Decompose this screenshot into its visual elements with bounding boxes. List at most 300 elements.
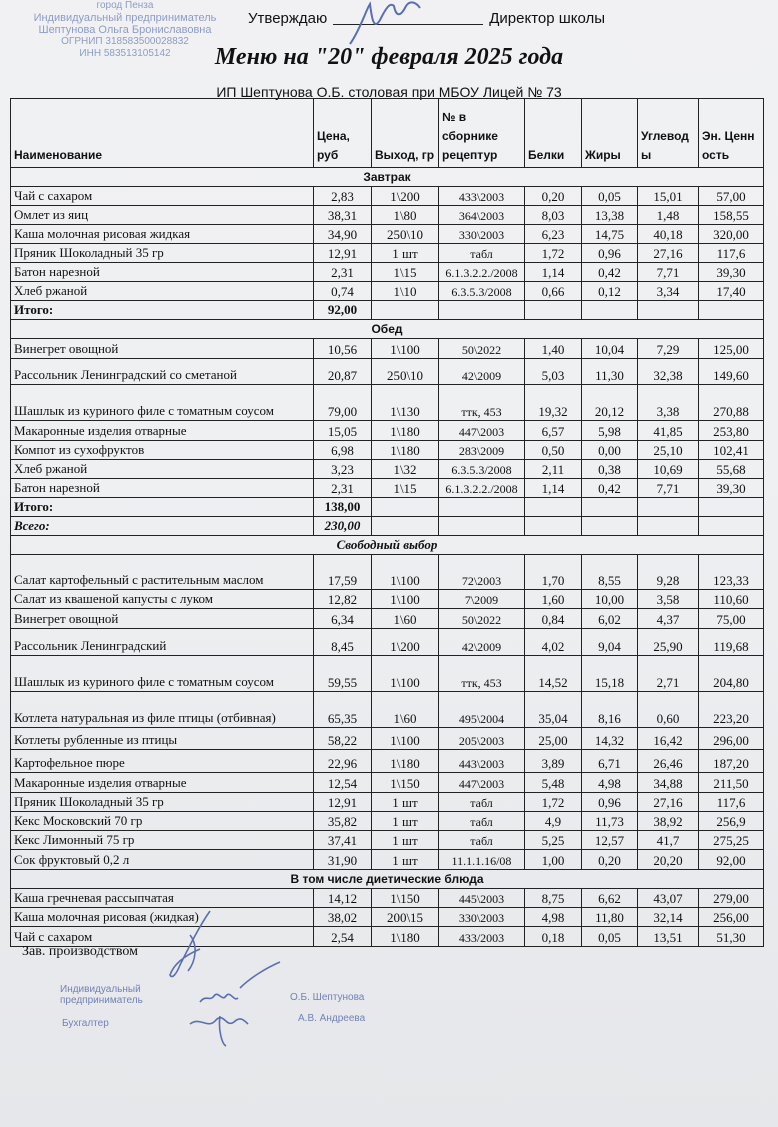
total-row [11,517,764,536]
cell-yield: 1\130 [372,385,439,421]
table-row [11,206,764,225]
cell-price: 38,02 [314,908,372,927]
cell-yield: 1\200 [372,629,439,656]
dish-name: Салат из квашеной капусты с луком [11,590,314,609]
dish-name: Винегрет овощной [11,609,314,629]
cell-yield: 1\32 [372,460,439,479]
cell-price: 10,56 [314,339,372,359]
empty-cell [439,517,525,536]
cell-fat: 11,30 [582,359,638,385]
table-row [11,385,764,421]
cell-fat: 13,38 [582,206,638,225]
cell-protein: 0,84 [525,609,582,629]
dish-name: Картофельное пюре [11,750,314,773]
cell-energy: 270,88 [699,385,764,421]
cell-fat: 14,75 [582,225,638,244]
cell-recipe: 6.1.3.2.2./2008 [439,479,525,498]
cell-recipe: 7\2009 [439,590,525,609]
table-row [11,555,764,590]
cell-price: 2,31 [314,263,372,282]
table-header-row [11,99,764,168]
empty-cell [699,301,764,320]
cell-recipe: ттк, 453 [439,385,525,421]
cell-yield: 1 шт [372,244,439,263]
cell-carbs: 38,92 [638,812,699,831]
table-row [11,889,764,908]
cell-fat: 9,04 [582,629,638,656]
dish-name: Сок фруктовый 0,2 л [11,850,314,870]
section-title: Свободный выбор [11,536,764,555]
cell-fat: 0,38 [582,460,638,479]
table-row [11,831,764,850]
cell-fat: 14,32 [582,728,638,750]
cell-protein: 35,04 [525,692,582,728]
cell-recipe: 283\2009 [439,441,525,460]
cell-yield: 1\100 [372,656,439,692]
cell-price: 31,90 [314,850,372,870]
table-row [11,421,764,441]
total-label: Итого: [11,498,314,517]
cell-carbs: 15,01 [638,187,699,206]
cell-price: 12,91 [314,793,372,812]
cell-protein: 1,72 [525,793,582,812]
cell-yield: 1\180 [372,750,439,773]
cell-protein: 5,03 [525,359,582,385]
stamp-line: ОГРНИП 318583500028832 [61,36,189,47]
cell-protein: 25,00 [525,728,582,750]
cell-fat: 10,00 [582,590,638,609]
cell-recipe: 443\2003 [439,750,525,773]
cell-fat: 6,71 [582,750,638,773]
col-name-header: Наименование [11,99,314,168]
cell-energy: 253,80 [699,421,764,441]
cell-price: 2,54 [314,927,372,947]
dish-name: Котлета натуральная из филе птицы (отбивная) [11,692,314,728]
cell-yield: 1\150 [372,773,439,793]
cell-fat: 0,05 [582,187,638,206]
cell-carbs: 27,16 [638,244,699,263]
cell-yield: 1\15 [372,263,439,282]
cell-yield: 1\60 [372,609,439,629]
cell-recipe: 495\2004 [439,692,525,728]
cell-yield: 200\15 [372,908,439,927]
table-row [11,187,764,206]
table-row [11,225,764,244]
cell-yield: 1\180 [372,441,439,460]
cell-energy: 158,55 [699,206,764,225]
cell-fat: 6,02 [582,609,638,629]
cell-protein: 4,98 [525,908,582,927]
stamp-line: ИНН 583513105142 [79,48,171,59]
dish-name: Каша гречневая рассыпчатая [11,889,314,908]
cell-fat: 12,57 [582,831,638,850]
cell-carbs: 1,48 [638,206,699,225]
cell-energy: 149,60 [699,359,764,385]
empty-cell [582,301,638,320]
cell-recipe: 42\2009 [439,629,525,656]
cell-carbs: 7,29 [638,339,699,359]
accountant-label: Бухгалтер [62,1018,109,1029]
total-price: 138,00 [314,498,372,517]
section-header-row [11,870,764,889]
cell-yield: 1\10 [372,282,439,301]
cell-yield: 1 шт [372,793,439,812]
cell-price: 17,59 [314,555,372,590]
cell-price: 2,83 [314,187,372,206]
empty-cell [372,517,439,536]
cell-recipe: табл [439,793,525,812]
cell-price: 37,41 [314,831,372,850]
cell-recipe: 6.3.5.3/2008 [439,282,525,301]
cell-price: 8,45 [314,629,372,656]
cell-recipe: табл [439,831,525,850]
cell-yield: 1\100 [372,555,439,590]
cell-price: 12,82 [314,590,372,609]
cell-carbs: 20,20 [638,850,699,870]
col-carbs-header: Углеводы [638,99,699,168]
cell-recipe: 6.1.3.2.2./2008 [439,263,525,282]
dish-name: Макаронные изделия отварные [11,773,314,793]
cell-yield: 1 шт [372,850,439,870]
cell-fat: 0,20 [582,850,638,870]
table-row [11,850,764,870]
table-row [11,460,764,479]
dish-name: Рассольник Ленинградский [11,629,314,656]
cell-protein: 1,14 [525,479,582,498]
cell-energy: 256,9 [699,812,764,831]
dish-name: Каша молочная рисовая жидкая [11,225,314,244]
cell-price: 65,35 [314,692,372,728]
cell-energy: 55,68 [699,460,764,479]
table-row [11,692,764,728]
cell-price: 6,34 [314,609,372,629]
cell-recipe: ттк, 453 [439,656,525,692]
section-title: В том числе диетические блюда [11,870,764,889]
cell-carbs: 32,38 [638,359,699,385]
cell-energy: 223,20 [699,692,764,728]
cell-energy: 187,20 [699,750,764,773]
cell-carbs: 25,10 [638,441,699,460]
cell-energy: 92,00 [699,850,764,870]
cell-recipe: 50\2022 [439,339,525,359]
table-row [11,359,764,385]
cell-fat: 8,55 [582,555,638,590]
cell-fat: 11,80 [582,908,638,927]
dish-name: Салат картофельный с растительным маслом [11,555,314,590]
section-header-row [11,320,764,339]
cell-energy: 123,33 [699,555,764,590]
dish-name: Пряник Шоколадный 35 гр [11,244,314,263]
cell-fat: 11,73 [582,812,638,831]
table-row [11,479,764,498]
cell-fat: 0,05 [582,927,638,947]
cell-price: 20,87 [314,359,372,385]
empty-cell [638,498,699,517]
cell-yield: 1\60 [372,692,439,728]
table-row [11,656,764,692]
dish-name: Хлеб ржаной [11,460,314,479]
cell-carbs: 13,51 [638,927,699,947]
cell-energy: 275,25 [699,831,764,850]
empty-cell [582,517,638,536]
entrepreneur-signature [180,958,290,1048]
cell-fat: 0,96 [582,793,638,812]
cell-carbs: 41,85 [638,421,699,441]
dish-name: Пряник Шоколадный 35 гр [11,793,314,812]
total-label: Итого: [11,301,314,320]
cell-yield: 1\80 [372,206,439,225]
cell-yield: 250\10 [372,225,439,244]
table-row [11,750,764,773]
cell-recipe: 330\2003 [439,225,525,244]
cell-carbs: 40,18 [638,225,699,244]
cell-energy: 51,30 [699,927,764,947]
empty-cell [638,301,699,320]
dish-name: Кекс Московский 70 гр [11,812,314,831]
cell-carbs: 32,14 [638,908,699,927]
dish-name: Батон нарезной [11,479,314,498]
cell-energy: 110,60 [699,590,764,609]
table-row [11,812,764,831]
empty-cell [699,517,764,536]
empty-cell [525,517,582,536]
dish-name: Каша молочная рисовая (жидкая) [11,908,314,927]
cell-fat: 15,18 [582,656,638,692]
menu-body [11,168,764,947]
cell-recipe: табл [439,812,525,831]
cell-carbs: 10,69 [638,460,699,479]
section-header-row [11,168,764,187]
cell-carbs: 7,71 [638,479,699,498]
cell-recipe: 447\2003 [439,773,525,793]
cell-price: 34,90 [314,225,372,244]
cell-protein: 5,25 [525,831,582,850]
cell-protein: 0,20 [525,187,582,206]
col-energy-header: Эн. Ценность [699,99,764,168]
section-header-row [11,536,764,555]
cell-carbs: 43,07 [638,889,699,908]
cell-carbs: 16,42 [638,728,699,750]
cell-protein: 4,02 [525,629,582,656]
cell-price: 79,00 [314,385,372,421]
cell-protein: 1,14 [525,263,582,282]
table-row [11,728,764,750]
cell-fat: 4,98 [582,773,638,793]
cell-recipe: 445\2003 [439,889,525,908]
cell-carbs: 2,71 [638,656,699,692]
dish-name: Батон нарезной [11,263,314,282]
cell-recipe: 11.1.1.16/08 [439,850,525,870]
table-row [11,609,764,629]
cell-carbs: 4,37 [638,609,699,629]
cell-fat: 0,00 [582,441,638,460]
cell-carbs: 27,16 [638,793,699,812]
cell-recipe: 205\2003 [439,728,525,750]
cell-yield: 250\10 [372,359,439,385]
cell-energy: 17,40 [699,282,764,301]
table-row [11,441,764,460]
cell-recipe: 6.3.5.3/2008 [439,460,525,479]
dish-name: Шашлык из куриного филе с томатным соусом [11,385,314,421]
cell-price: 58,22 [314,728,372,750]
dish-name: Макаронные изделия отварные [11,421,314,441]
col-price-header: Цена, руб [314,99,372,168]
col-fat-header: Жиры [582,99,638,168]
cell-energy: 204,80 [699,656,764,692]
page-subtitle: ИП Шептунова О.Б. столовая при МБОУ Лицей № 73 [216,84,562,100]
stamp-line: Шептунова Ольга Брониславовна [38,24,212,36]
stamp-line: город Пенза [96,0,154,11]
cell-carbs: 0,60 [638,692,699,728]
stamp-line: Индивидуальный предприниматель [33,12,217,24]
cell-fat: 6,62 [582,889,638,908]
dish-name: Компот из сухофруктов [11,441,314,460]
table-row [11,793,764,812]
cell-protein: 2,11 [525,460,582,479]
cell-energy: 39,30 [699,263,764,282]
approve-label: Утверждаю [248,10,328,27]
total-price: 92,00 [314,301,372,320]
cell-carbs: 26,46 [638,750,699,773]
cell-energy: 57,00 [699,187,764,206]
dish-name: Котлеты рубленные из птицы [11,728,314,750]
empty-cell [582,498,638,517]
empty-cell [439,498,525,517]
table-row [11,339,764,359]
cell-protein: 1,00 [525,850,582,870]
cell-protein: 1,60 [525,590,582,609]
cell-price: 12,91 [314,244,372,263]
total-price: 230,00 [314,517,372,536]
cell-yield: 1\180 [372,927,439,947]
cell-yield: 1\100 [372,590,439,609]
cell-recipe: табл [439,244,525,263]
cell-recipe: 447\2003 [439,421,525,441]
cell-protein: 1,70 [525,555,582,590]
cell-price: 6,98 [314,441,372,460]
cell-yield: 1\200 [372,187,439,206]
total-row [11,301,764,320]
dish-name: Шашлык из куриного филе с томатным соусом [11,656,314,692]
cell-carbs: 3,38 [638,385,699,421]
cell-energy: 211,50 [699,773,764,793]
col-recipe-header: № в сборнике рецептур [439,99,525,168]
director-signature [340,0,450,48]
total-row [11,498,764,517]
cell-protein: 8,75 [525,889,582,908]
cell-carbs: 34,88 [638,773,699,793]
cell-recipe: 42\2009 [439,359,525,385]
empty-cell [439,301,525,320]
cell-energy: 119,68 [699,629,764,656]
cell-energy: 296,00 [699,728,764,750]
cell-fat: 10,04 [582,339,638,359]
cell-protein: 0,50 [525,441,582,460]
cell-carbs: 9,28 [638,555,699,590]
cell-fat: 0,42 [582,479,638,498]
cell-recipe: 50\2022 [439,609,525,629]
cell-recipe: 72\2003 [439,555,525,590]
cell-price: 3,23 [314,460,372,479]
cell-recipe: 364\2003 [439,206,525,225]
cell-fat: 20,12 [582,385,638,421]
cell-protein: 0,18 [525,927,582,947]
table-row [11,263,764,282]
total-label: Всего: [11,517,314,536]
cell-protein: 6,57 [525,421,582,441]
table-row [11,908,764,927]
dish-name: Чай с сахаром [11,187,314,206]
cell-price: 15,05 [314,421,372,441]
cell-price: 2,31 [314,479,372,498]
cell-energy: 75,00 [699,609,764,629]
empty-cell [525,301,582,320]
col-protein-header: Белки [525,99,582,168]
cell-recipe: 433\2003 [439,187,525,206]
empty-cell [699,498,764,517]
cell-price: 38,31 [314,206,372,225]
dish-name: Кекс Лимонный 75 гр [11,831,314,850]
table-row [11,244,764,263]
table-row [11,282,764,301]
cell-protein: 1,40 [525,339,582,359]
table-row [11,629,764,656]
cell-yield: 1\180 [372,421,439,441]
empty-cell [525,498,582,517]
cell-carbs: 3,34 [638,282,699,301]
cell-energy: 320,00 [699,225,764,244]
cell-yield: 1 шт [372,812,439,831]
cell-protein: 6,23 [525,225,582,244]
cell-recipe: 330\2003 [439,908,525,927]
section-title: Обед [11,320,764,339]
cell-energy: 102,41 [699,441,764,460]
cell-yield: 1 шт [372,831,439,850]
accountant-name: А.В. Андреева [298,1013,366,1024]
cell-yield: 1\150 [372,889,439,908]
cell-carbs: 25,90 [638,629,699,656]
cell-yield: 1\100 [372,728,439,750]
cell-energy: 117,6 [699,793,764,812]
dish-name: Винегрет овощной [11,339,314,359]
dish-name: Хлеб ржаной [11,282,314,301]
table-row [11,773,764,793]
section-title: Завтрак [11,168,764,187]
cell-recipe: 433/2003 [439,927,525,947]
table-row [11,590,764,609]
cell-carbs: 3,58 [638,590,699,609]
cell-protein: 14,52 [525,656,582,692]
cell-price: 59,55 [314,656,372,692]
cell-price: 35,82 [314,812,372,831]
cell-yield: 1\100 [372,339,439,359]
cell-carbs: 41,7 [638,831,699,850]
cell-energy: 125,00 [699,339,764,359]
cell-price: 22,96 [314,750,372,773]
cell-fat: 8,16 [582,692,638,728]
cell-protein: 0,66 [525,282,582,301]
cell-carbs: 7,71 [638,263,699,282]
cell-protein: 19,32 [525,385,582,421]
cell-price: 12,54 [314,773,372,793]
approve-role: Директор школы [489,10,606,27]
cell-fat: 5,98 [582,421,638,441]
cell-fat: 0,42 [582,263,638,282]
menu-table [10,98,764,947]
cell-protein: 5,48 [525,773,582,793]
cell-protein: 1,72 [525,244,582,263]
cell-price: 0,74 [314,282,372,301]
